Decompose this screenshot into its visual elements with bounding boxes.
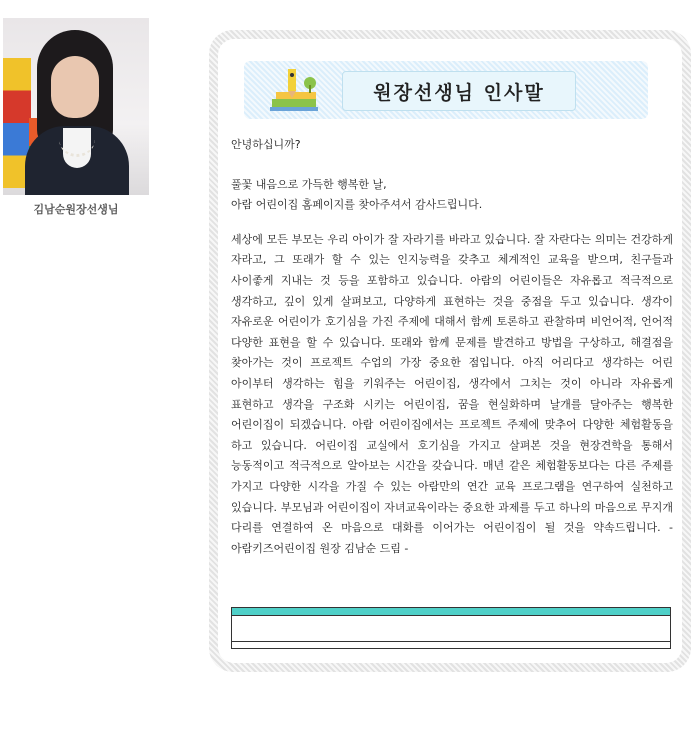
greeting-body: 세상에 모든 부모는 우리 아이가 잘 자라기를 바라고 있습니다. 잘 자란다는 의미는 건강하게 자라고, 그 또래가 할 수 있는 인지능력을 갖추고 체계적인 교육을 받으며, 친구들과 사이좋게 지내는 것 등을 포함하고 있습니다. 아람의 어린이들은 자유롭고 적극적으로 생각하고, 깊이 있게 살펴보고, 다양하게 표현하는 것을 중점을 두고 있습니다. 생각이 자유로운 어린이가 호기심을 가진 주제에 대해서 함께 토론하고 관찰하며 비언어적, 언어적 다양한 표현을 할 수 있습니다. 또래와 함께 문제를 발견하고 방법을 구상하고, 해결점을 찾아가는 것이 프로젝트 수업의 가장 중요한 점입니다. 아직 어리다고 생각하는 어린 아이부터 생각하는 힘을 키워주는 어린이집, 생각에서 그치는 것이 아니라 자유롭게 표현하고 생각을 구조화 시키는 어린이집, 꿈을 현실화하며 날개를 달아주는 행복한 어린이집이 되겠습니다. 아람 어린이집에서는 프로젝트 주제에 맞추어 다양한 체험활동을 하고 있습니다. 어린이집 교실에서 호기심을 가지고 살펴본 것을 현장견학을 통해서 능동적이고 적극적으로 알아보는 시간을 갖습니다. 매년 같은 체험활동보다는 다른 주제를 가지고 다양한 시각을 가질 수 있는 아람만의 연간 교육 프로그램을 연구하여 실천하고 있습니다. 부모님과 어린이집이 자녀교육이라는 중요한 과제를 두고 하나의 마음으로 무지개 다리를 연결하여 온 마음으로 대화를 이어가는 어린이집이 될 것을 약속드립니다. - 아람키즈어린이집 원장 김남순 드림 - bbox=[231, 232, 673, 555]
photo-caption: 김남순원장선생님 bbox=[33, 203, 119, 216]
director-photo bbox=[3, 18, 149, 195]
person-face bbox=[51, 56, 99, 118]
greeting-content bbox=[231, 135, 673, 559]
greeting-line: 풀꽃 내음으로 가득한 행복한 날, bbox=[231, 177, 387, 191]
greeting-panel-inner bbox=[218, 39, 682, 663]
pencil-books-icon bbox=[266, 65, 326, 113]
page-title: 원장선생님 인사말 bbox=[342, 71, 576, 111]
title-banner bbox=[244, 61, 648, 119]
footer-divider bbox=[232, 641, 670, 642]
greeting-opening: 안녕하십니까? bbox=[231, 138, 301, 151]
greeting-line: 아람 어린이집 홈페이지를 찾아주셔서 감사드립니다. bbox=[231, 198, 483, 212]
greeting-panel bbox=[209, 30, 691, 672]
footer-box bbox=[231, 607, 671, 649]
footer-accent-band bbox=[232, 608, 670, 616]
